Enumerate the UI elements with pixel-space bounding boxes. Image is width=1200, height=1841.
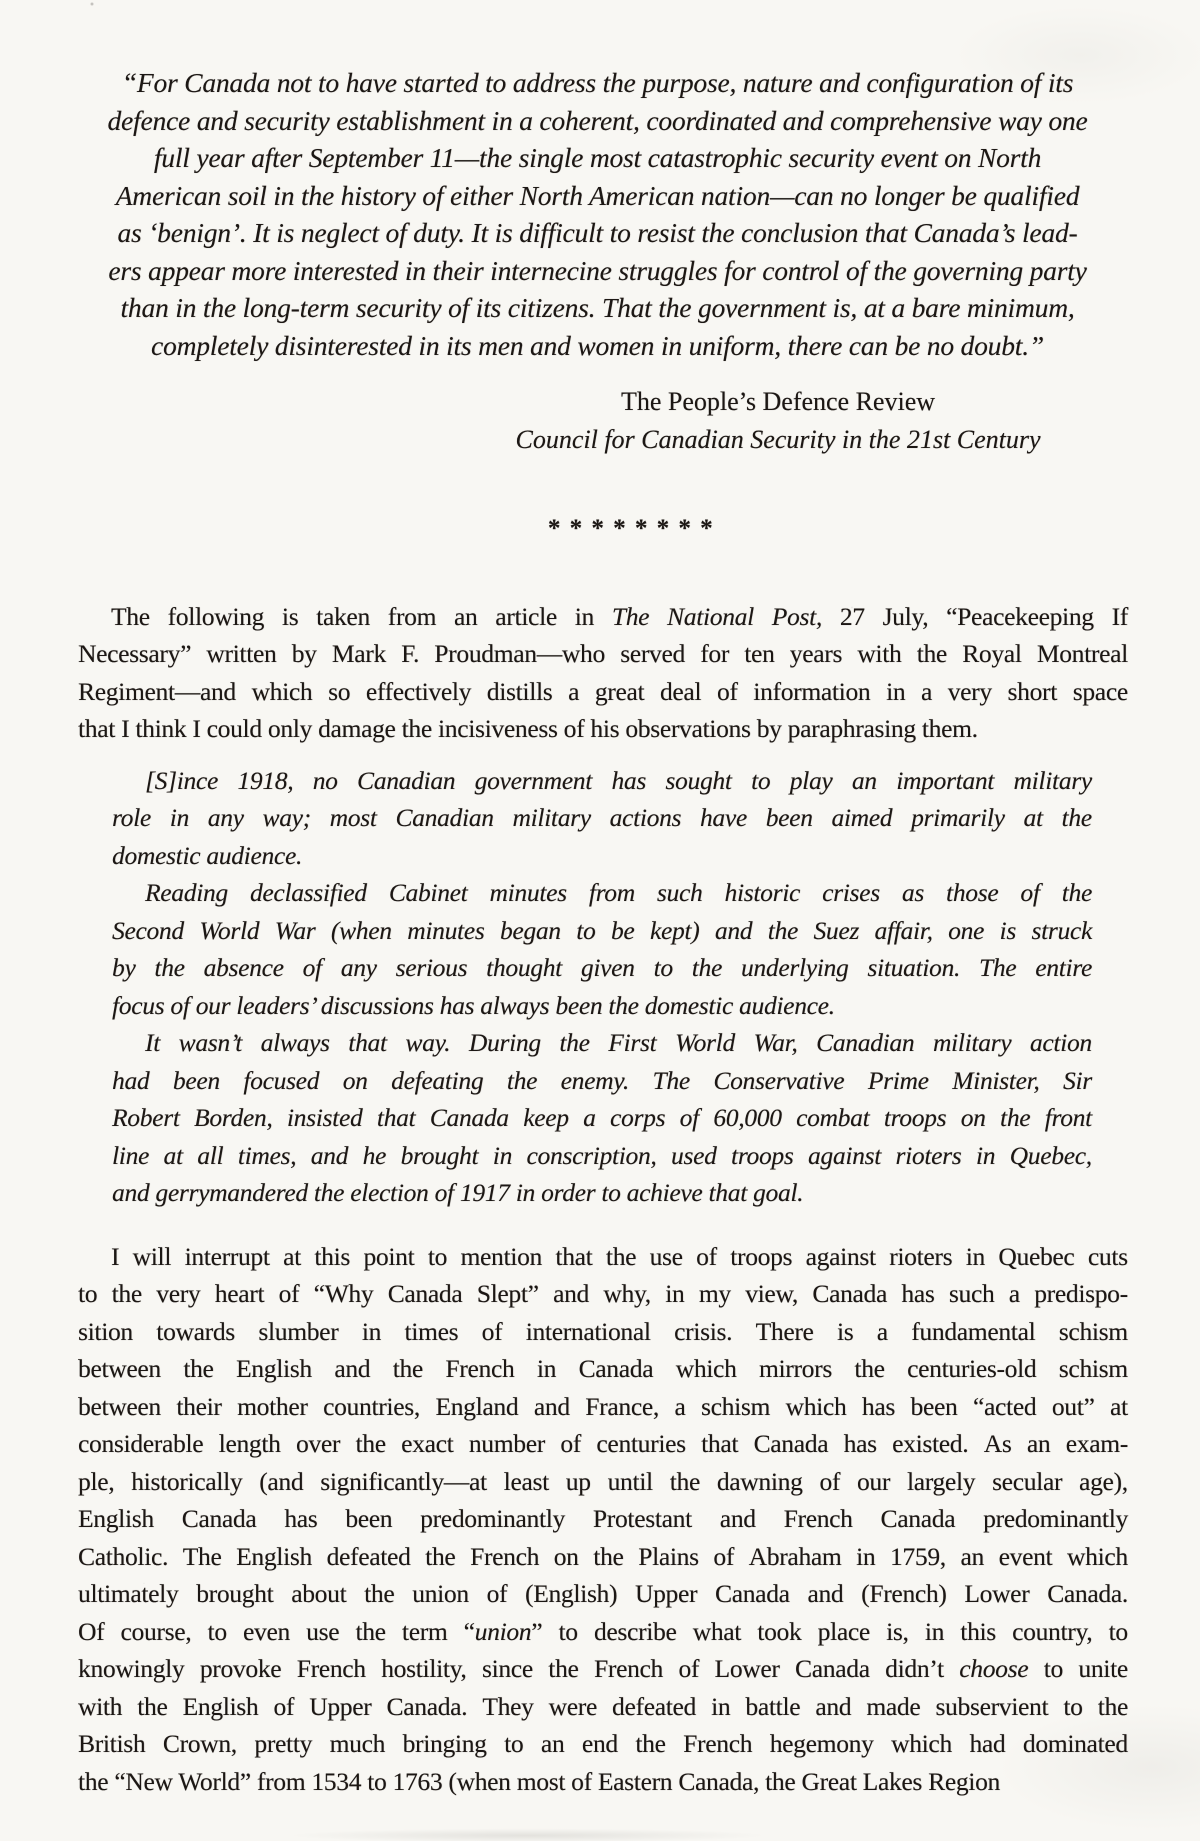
attribution bbox=[428, 383, 1128, 459]
text-line: American soil in the history of either North American nation—can no longer be qualified bbox=[115, 179, 1080, 211]
text-line: It wasn’t always that way. During the First World War, Canadian military action bbox=[145, 1028, 1092, 1057]
text-line: British Crown, pretty much bringing to an end the French hegemony which had dominated bbox=[78, 1729, 1128, 1758]
text-line: domestic audience. bbox=[112, 840, 303, 870]
text-line: had been focused on defeating the enemy. The Conservative Prime Minister, Sir bbox=[112, 1065, 1092, 1095]
text-line: role in any way; most Canadian military actions have been aimed primarily at the bbox=[112, 803, 1092, 832]
text-line: Of course, to even use the term “union” to describe what took place is, in this country, to bbox=[78, 1616, 1128, 1646]
text-line: between the English and the French in Canada which mirrors the centuries-old schism bbox=[78, 1354, 1128, 1383]
text-line: that I think I could only damage the incisiveness of his observations by paraphrasing them. bbox=[78, 714, 978, 743]
text-line: Necessary” written by Mark F. Proudman—who served for ten years with the Royal Montreal bbox=[78, 639, 1128, 668]
attribution-organization: Council for Canadian Security in the 21st Century bbox=[515, 425, 1041, 454]
intro-paragraph bbox=[78, 598, 1128, 748]
text-line: Catholic. The English defeated the French on the Plains of Abraham in 1759, an event which bbox=[78, 1541, 1128, 1571]
text-line: [S]ince 1918, no Canadian government has sought to play an important military bbox=[145, 765, 1092, 795]
attribution-title: The People’s Defence Review bbox=[620, 387, 936, 416]
text-line: and gerrymandered the election of 1917 in order to achieve that goal. bbox=[112, 1178, 804, 1207]
text-line: than in the long-term security of its citizens. That the government is, at a bare minimum, bbox=[120, 292, 1075, 323]
text-line: sition towards slumber in times of international crisis. There is a fundamental schism bbox=[78, 1316, 1128, 1346]
text-line: knowingly provoke French hostility, since the French of Lower Canada didn’t choose to unite bbox=[78, 1654, 1128, 1683]
main-paragraph bbox=[78, 1238, 1128, 1801]
text-line: Robert Borden, insisted that Canada keep a corps of 60,000 combat troops on the front bbox=[112, 1103, 1092, 1132]
text-line: Reading declassified Cabinet minutes from such historic crises as those of the bbox=[145, 878, 1092, 907]
asterisk-divider: * * * * * * * * bbox=[547, 515, 715, 542]
opening-quote bbox=[65, 64, 1130, 364]
text-line: defence and security establishment in a coherent, coordinated and comprehensive way one bbox=[107, 104, 1088, 136]
text-line: by the absence of any serious thought given to the underlying situation. The entire bbox=[112, 953, 1092, 982]
text-line: ers appear more interested in their internecine struggles for control of the governing party bbox=[108, 254, 1087, 286]
text-line: between their mother countries, England and France, a schism which has been “acted out” at bbox=[78, 1391, 1128, 1421]
text-line: Second World War (when minutes began to be kept) and the Suez affair, one is struck bbox=[112, 915, 1092, 945]
text-line: completely disinterested in its men and women in uniform, there can be no doubt.” bbox=[151, 329, 1044, 361]
text-line: line at all times, and he brought in conscription, used troops against rioters in Quebec, bbox=[112, 1140, 1092, 1170]
text-line: English Canada has been predominantly Protestant and French Canada predominantly bbox=[78, 1504, 1128, 1533]
text-line: ultimately brought about the union of (English) Upper Canada and (French) Lower Canada. bbox=[78, 1579, 1128, 1608]
text-line: full year after September 11—the single most catastrophic security event on North bbox=[153, 142, 1042, 173]
text-line: the “New World” from 1534 to 1763 (when most of Eastern Canada, the Great Lakes Region bbox=[78, 1766, 1000, 1796]
text-line: focus of our leaders’ discussions has always been the domestic audience. bbox=[112, 990, 835, 1020]
text-line: ple, historically (and significantly—at least up until the dawning of our largely secular age), bbox=[78, 1466, 1128, 1496]
block-quote bbox=[112, 762, 1092, 1212]
text-line: I will interrupt at this point to mention that the use of troops against rioters in Quebec cuts bbox=[111, 1241, 1128, 1271]
text-line: considerable length over the exact number of centuries that Canada has existed. As an exam- bbox=[78, 1429, 1128, 1458]
text-line: “For Canada not to have started to address the purpose, nature and configuration of its bbox=[121, 67, 1074, 98]
text-line: to the very heart of “Why Canada Slept” and why, in my view, Canada has such a predispo- bbox=[78, 1279, 1128, 1308]
text-line: The following is taken from an article in The National Post, 27 July, “Peacekeeping If bbox=[111, 601, 1128, 631]
text-line: as ‘benign’. It is neglect of duty. It is difficult to resist the conclusion that Canada’s lead- bbox=[117, 217, 1078, 248]
text-line: with the English of Upper Canada. They were defeated in battle and made subservient to the bbox=[78, 1691, 1128, 1721]
text-line: Regiment—and which so effectively distills a great deal of information in a very short space bbox=[78, 676, 1128, 706]
